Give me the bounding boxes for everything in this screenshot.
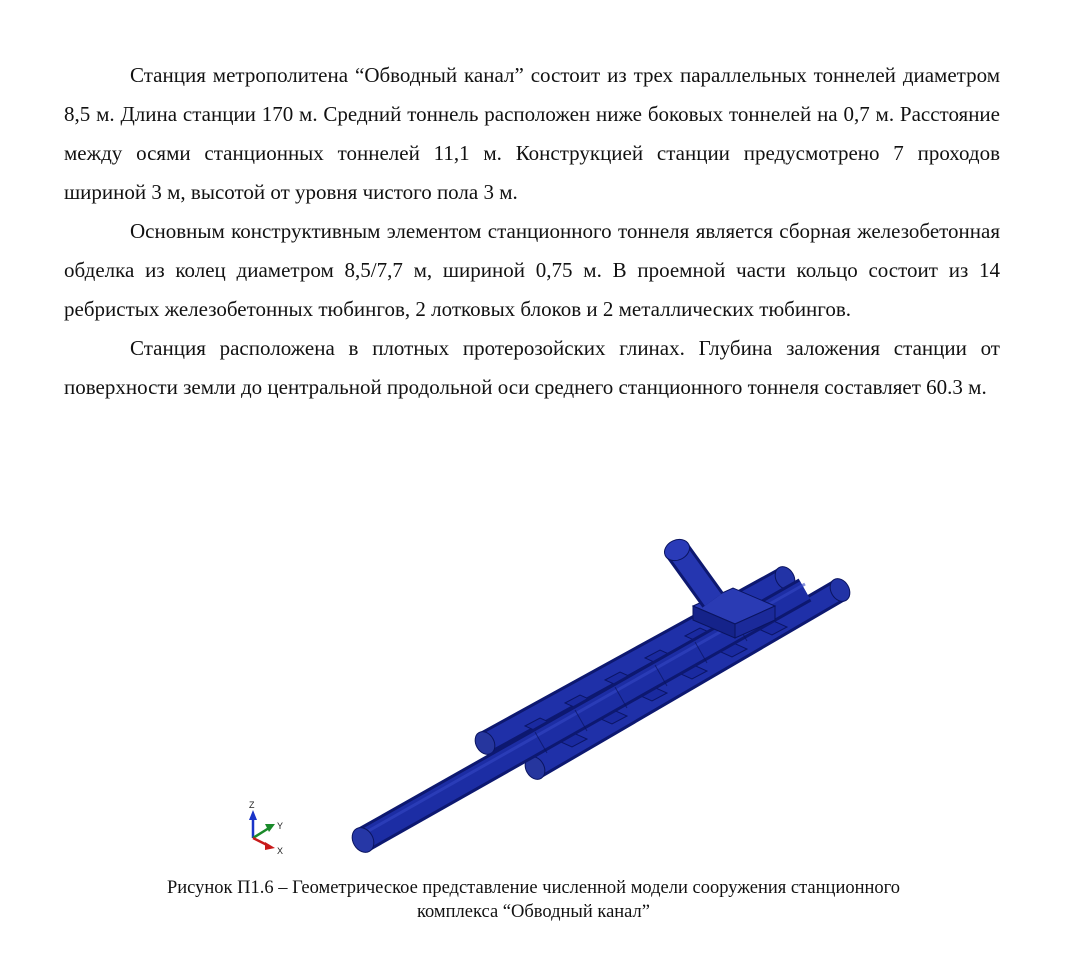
paragraph-1: Станция метрополитена “Обводный канал” состоит из трех параллельных тоннелей диаметром 8,5 м. Длина станции 170 м. Средний тоннель расположен ниже боковых тоннелей на 0,7 м. Расстояние между осями станционных тоннелей 11,1 м. Конструкцией станции предусмотрено 7 проходов шириной 3 м, высотой от уровня чистого пола 3 м. <box>64 63 1000 204</box>
caption-line-1: Рисунок П1.6 – Геометрическое представление численной модели сооружения станционного <box>166 878 901 898</box>
axis-label-x: X <box>277 846 284 856</box>
axis-triad <box>249 800 283 856</box>
paragraph-2: Основным конструктивным элементом станционного тоннеля является сборная железобетонная обделка из колец диаметром 8,5/7,7 м, шириной 0,75 м. В проемной части кольцо состоит из 14 ребристых железобетонных тюбингов, 2 лотковых блоков и 2 металлических тюбингов. <box>64 219 1000 321</box>
figure-tunnel-model <box>235 528 875 868</box>
caption-line-2: комплекса “Обводный канал” <box>416 902 650 922</box>
tunnel-left-side <box>471 563 799 758</box>
escalator-tunnel <box>661 535 713 600</box>
figure-caption <box>60 876 1007 924</box>
axis-label-y: Y <box>277 821 284 831</box>
paragraph-3: Станция расположена в плотных протерозойских глинах. Глубина заложения станции от поверхности земли до центральной продольной оси среднего станционного тоннеля составляет 60.3 м. <box>64 336 1000 399</box>
tunnel-model-image <box>235 528 875 868</box>
axis-label-z: Z <box>249 800 255 810</box>
tunnel-right-side <box>521 575 854 783</box>
body-text <box>64 56 1000 407</box>
